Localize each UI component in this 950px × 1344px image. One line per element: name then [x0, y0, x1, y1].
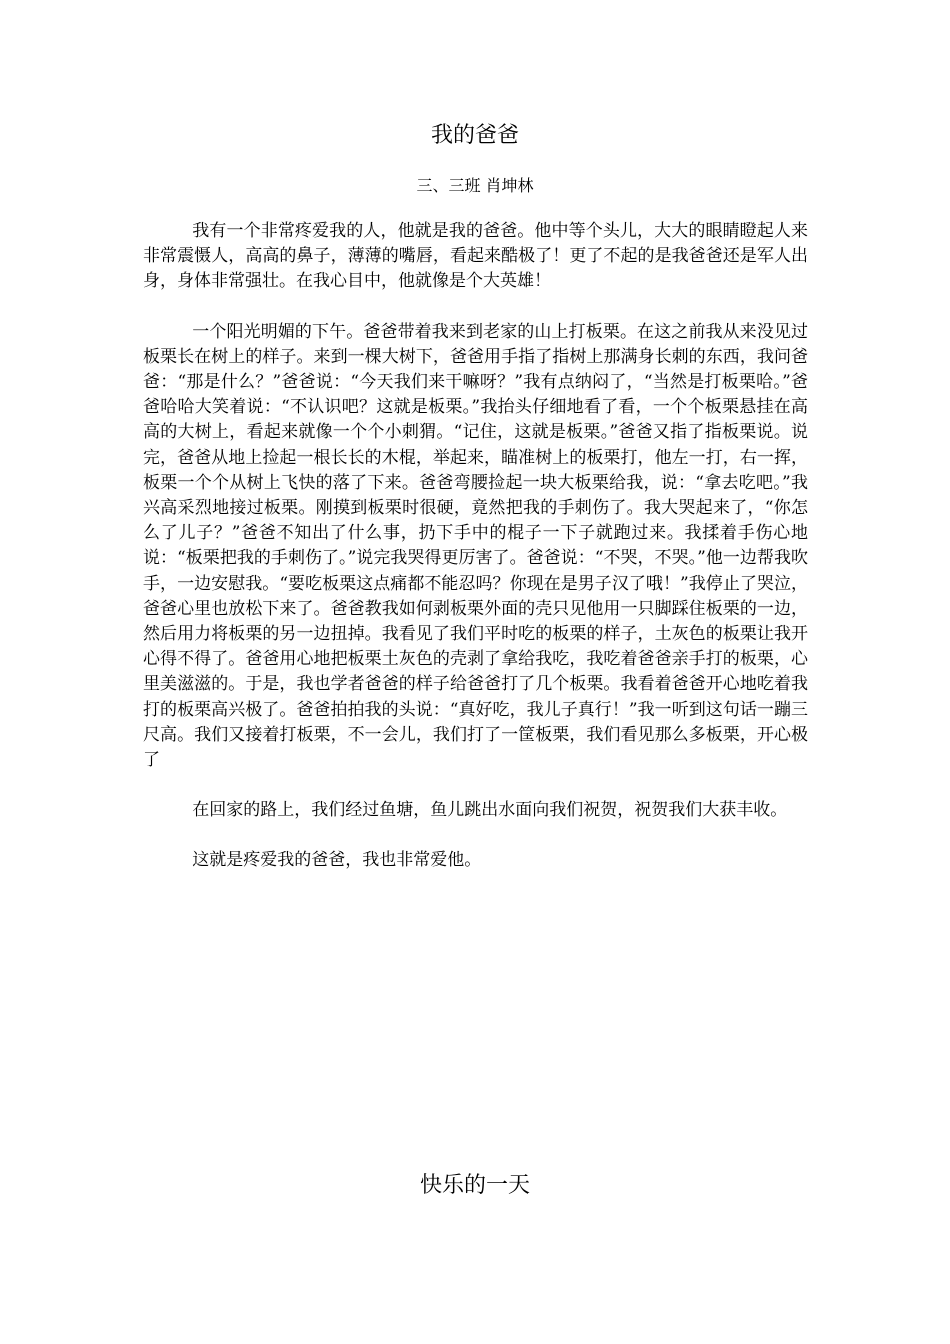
essay-title: 我的爸爸 [430, 123, 519, 148]
author-byline: 三、三班 肖坤林 [416, 176, 534, 195]
paragraph-2: 一个阳光明媚的下午。爸爸带着我来到老家的山上打板栗。在这之前我从来没见过板栗长在树上的样子。来到一棵大树下，爸爸用手指了指树上那满身长刺的东西，我问爸爸：“那是什么？”爸爸说：“今天我们来干嘛呀？”我有点纳闷了，“当然是打板栗哈。”爸爸哈哈大笑着说：“不认识吧？这就是板栗。”我抬头仔细地看了看，一个个板栗悬挂在高高的大树上，看起来就像一个个小刺猬。“记住，这就是板栗。”爸爸又指了指板栗说。说完，爸爸从地上捡起一根长长的木棍，举起来，瞄准树上的板栗打，他左一打，右一挥，板栗一个个从树上飞快的落了下来。爸爸弯腰捡起一块大板栗给我，说：“拿去吃吧。”我兴高采烈地接过板栗。刚摸到板栗时很硬，竟然把我的手刺伤了。我大哭起来了，“你怎么了儿子？”爸爸不知出了什么事，扔下手中的棍子一下子就跑过来。我揉着手伤心地说：“板栗把我的手刺伤了。”说完我哭得更厉害了。爸爸说：“不哭，不哭。”他一边帮我吹手，一边安慰我。“要吃板栗这点痛都不能忍吗？你现在是男子汉了哦！”我停止了哭泣，爸爸心里也放松下来了。爸爸教我如何剥板栗外面的壳只见他用一只脚踩住板栗的一边，然后用力将板栗的另一边扭掉。我看见了我们平时吃的板栗的样子，土灰色的板栗让我开心得不得了。爸爸用心地把板栗土灰色的壳剥了拿给我吃，我吃着爸爸亲手打的板栗，心里美滋滋的。于是，我也学者爸爸的样子给爸爸打了几个板栗。我看着爸爸开心地吃着我打的板栗高兴极了。爸爸拍拍我的头说：“真好吃，我儿子真行！”我一听到这句话一蹦三尺高。我们又接着打板栗，不一会儿，我们打了一筐板栗，我们看见那么多板栗，开心极了 [143, 321, 808, 771]
essay-body [143, 219, 808, 899]
paragraph-4: 这就是疼爱我的爸爸，我也非常爱他。 [192, 850, 482, 871]
paragraph-3: 在回家的路上，我们经过鱼塘，鱼儿跳出水面向我们祝贺，祝贺我们大获丰收。 [192, 800, 788, 821]
paragraph-1: 我有一个非常疼爱我的人，他就是我的爸爸。他中等个头儿，大大的眼睛瞪起人来非常震慑人，高高的鼻子，薄薄的嘴唇，看起来酷极了！更了不起的是我爸爸还是军人出身，身体非常强壮。在我心目中，他就像是个大英雄！ [143, 221, 808, 292]
next-essay-title: 快乐的一天 [419, 1173, 530, 1198]
